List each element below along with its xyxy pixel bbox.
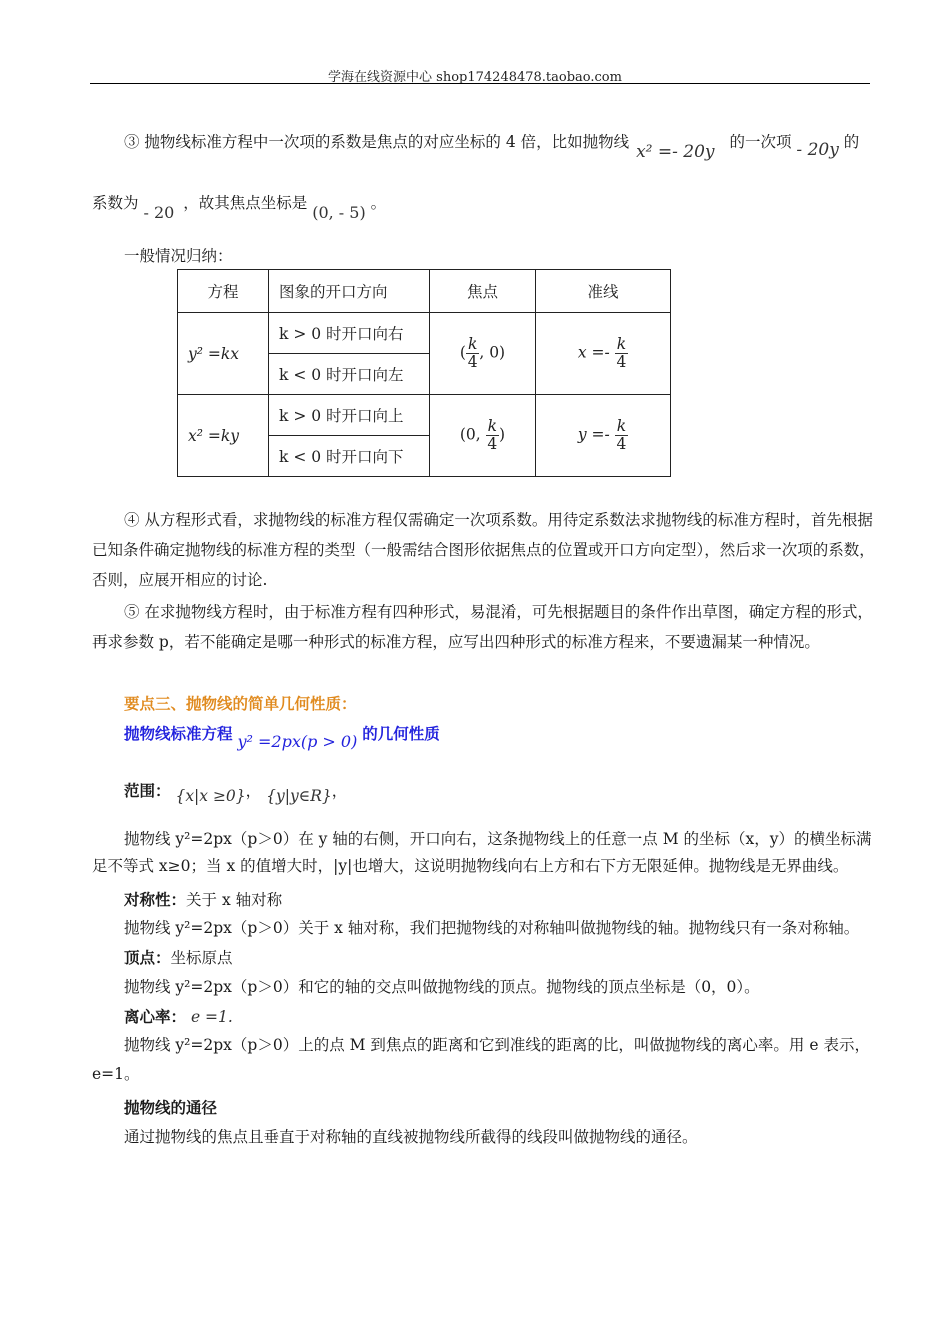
row2-focus-num: k <box>487 417 498 435</box>
row2-dx-den: 4 <box>616 435 627 453</box>
range-label: 范围： <box>124 782 171 800</box>
row1-focus-num: k <box>467 335 478 353</box>
row1-focus <box>430 313 536 395</box>
row2-focus-den: 4 <box>487 435 498 453</box>
range-set2: {y|y∈R} <box>266 787 332 805</box>
vertex-label: 顶点： <box>124 949 171 967</box>
p3-coef: - 20 <box>143 203 175 222</box>
p3-mid: 的一次项 <box>729 133 792 151</box>
row1-dx-num: k <box>616 335 627 353</box>
row1-dir-neg: k < 0 时开口向左 <box>269 354 430 395</box>
row1-focus-frac <box>466 336 479 371</box>
vertex-line <box>124 946 233 968</box>
p3-line1 <box>124 130 860 162</box>
p3-equation: x² =- 20y <box>636 142 715 162</box>
header-rule <box>90 83 870 84</box>
subtitle-a: 抛物线标准方程 <box>124 725 233 743</box>
row1-dir-pos: k > 0 时开口向右 <box>269 313 430 354</box>
row2-focus-close: ) <box>499 425 506 444</box>
p4: ④ 从方程形式看，求抛物线的标准方程仅需确定一次项系数。用待定系数法求抛物线的标准方程时，首先根据已知条件确定抛物线的标准方程的类型（一般需结合图形依据焦点的位置或开口方向定型），然后求一次项的系数，否则，应展开相应的讨论. <box>92 511 875 589</box>
summary-label: 一般情况归纳： <box>124 247 233 265</box>
th-directrix: 准线 <box>536 270 671 313</box>
latus-label: 抛物线的通径 <box>124 1099 218 1117</box>
subtitle-b: 的几何性质 <box>362 725 440 743</box>
row2-directrix <box>536 395 671 477</box>
th-equation: 方程 <box>178 270 269 313</box>
p3-focus: (0, - 5) <box>312 203 366 222</box>
section3-title: 要点三、抛物线的简单几何性质： <box>124 695 357 713</box>
p5: ⑤ 在求抛物线方程时，由于标准方程有四种形式，易混淆，可先根据题目的条件作出草图，确定方程的形式，再求参数 p，若不能确定是哪一种形式的标准方程，应写出四种形式的标准方程来，不要遗漏某一种情况。 <box>92 603 873 651</box>
row1-focus-open: ( <box>459 343 466 362</box>
row2-focus <box>430 395 536 477</box>
range-sep: ， <box>245 782 262 800</box>
row2-focus-open: (0, <box>459 425 486 444</box>
section3-subtitle <box>124 722 440 751</box>
table-header-row <box>178 270 671 313</box>
row1-dx-lhs: x =- <box>577 343 615 362</box>
row2-equation: x² =ky <box>178 395 269 477</box>
p3-end: 。 <box>370 194 387 212</box>
subtitle-eq: y² =2px(p > 0) <box>237 732 358 751</box>
symmetry-desc: 抛物线 y²=2px（p＞0）关于 x 轴对称，我们把抛物线的对称轴叫做抛物线的轴。抛物线只有一条对称轴。 <box>124 919 860 937</box>
row1-directrix <box>536 313 671 395</box>
symmetry-line <box>124 888 282 910</box>
row2-focus-frac <box>486 418 499 453</box>
p3-coef-label: 系数为 <box>92 194 139 212</box>
p3-term: - 20y <box>796 140 839 160</box>
row1-focus-close: , 0) <box>479 343 506 362</box>
row2-dx-lhs: y =- <box>577 425 615 444</box>
row2-dir-pos: k > 0 时开口向上 <box>269 395 430 436</box>
p3-focus-label: ，故其焦点坐标是 <box>183 194 308 212</box>
th-focus: 焦点 <box>430 270 536 313</box>
vertex-value: 坐标原点 <box>170 949 233 967</box>
row1-dx-frac <box>615 336 628 371</box>
page-header: 学海在线资源中心 shop174248478.taobao.com <box>328 70 622 85</box>
vertex-desc: 抛物线 y²=2px（p＞0）和它的轴的交点叫做抛物线的顶点。抛物线的顶点坐标是（0，0）。 <box>124 978 760 996</box>
eccentricity-label: 离心率： <box>124 1008 187 1026</box>
row1-equation: y² =kx <box>178 313 269 395</box>
range-set1: {x|x ≥0} <box>175 787 246 805</box>
range-end: ， <box>331 782 348 800</box>
eccentricity-value: e =1. <box>190 1008 233 1026</box>
row1-focus-den: 4 <box>467 353 478 371</box>
summary-table <box>177 269 671 477</box>
row2-dir-neg: k < 0 时开口向下 <box>269 436 430 477</box>
symmetry-value: 关于 x 轴对称 <box>186 891 283 909</box>
range-line <box>124 779 348 805</box>
latus-desc: 通过抛物线的焦点且垂直于对称轴的直线被抛物线所截得的线段叫做抛物线的通径。 <box>124 1128 698 1146</box>
table-row <box>178 313 671 354</box>
p3-line2 <box>92 191 387 222</box>
table-row <box>178 395 671 436</box>
th-direction: 图象的开口方向 <box>269 270 430 313</box>
row2-dx-frac <box>615 418 628 453</box>
p3-tail: 的 <box>843 133 860 151</box>
row1-dx-den: 4 <box>616 353 627 371</box>
row2-dx-num: k <box>616 417 627 435</box>
eccentricity-line <box>124 1005 233 1027</box>
p3-lead: ③ 抛物线标准方程中一次项的系数是焦点的对应坐标的 4 倍，比如抛物线 <box>124 133 630 151</box>
range-desc: 抛物线 y²=2px（p＞0）在 y 轴的右侧，开口向右，这条抛物线上的任意一点 M 的坐标（x，y）的横坐标满足不等式 x≥0；当 x 的值增大时，|y|也增大，这说明抛物线向右上方和右下方无限延伸。抛物线是无界曲线。 <box>92 830 872 875</box>
symmetry-label: 对称性： <box>124 891 187 909</box>
eccentricity-desc: 抛物线 y²=2px（p＞0）上的点 M 到焦点的距离和它到准线的距离的比，叫做抛物线的离心率。用 e 表示，e=1。 <box>92 1036 870 1083</box>
